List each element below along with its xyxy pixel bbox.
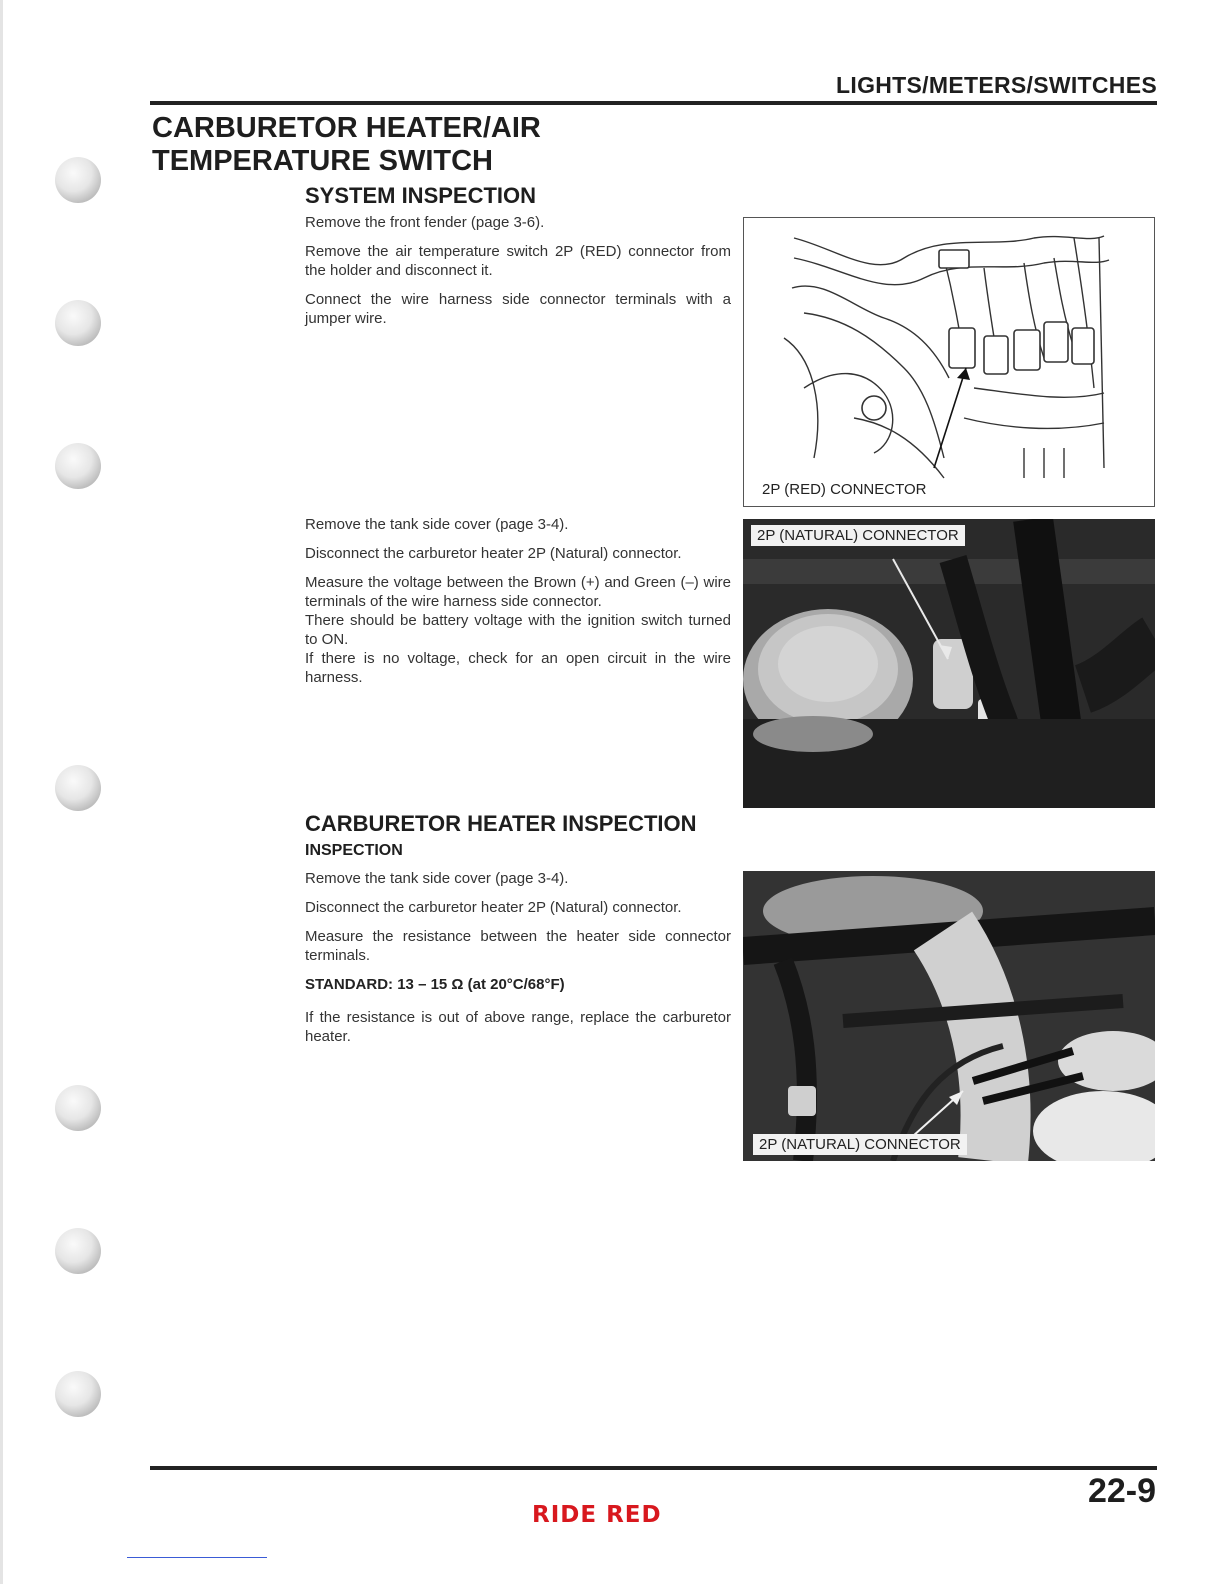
connector-photo-1 (743, 519, 1155, 808)
binder-hole (55, 765, 101, 811)
connector-line-drawing (743, 217, 1155, 507)
system-inspection-heading: SYSTEM INSPECTION (305, 183, 537, 208)
paragraph: Disconnect the carburetor heater 2P (Natural) connector. (305, 899, 682, 916)
standard-value: STANDARD: 13 – 15 Ω (at 20°C/68°F) (305, 976, 565, 993)
page-title-line-1: CARBURETOR HEATER/AIR (152, 112, 541, 144)
paragraph: Disconnect the carburetor heater 2P (Natural) connector. (305, 545, 682, 562)
header-rule (150, 101, 1157, 105)
page-title (152, 112, 541, 178)
paragraph: Remove the tank side cover (page 3-4). (305, 516, 569, 533)
paragraph: Remove the air temperature switch 2P (RED) connector from the holder and disconnect it. (305, 243, 731, 279)
binder-hole (55, 157, 101, 203)
paragraph: There should be battery voltage with the ignition switch turned to ON. (305, 612, 731, 648)
wire-harness-illustration (744, 218, 1155, 507)
photo-2-image (743, 871, 1155, 1161)
page-title-line-2: TEMPERATURE SWITCH (152, 145, 494, 177)
footer-rule (150, 1466, 1157, 1470)
photo-2-caption: 2P (NATURAL) CONNECTOR (753, 1134, 967, 1155)
paragraph: Connect the wire harness side connector terminals with a jumper wire. (305, 291, 731, 327)
page-edge (0, 0, 3, 1584)
photo-1-image (743, 519, 1155, 808)
heater-inspection-subheading: INSPECTION (305, 842, 403, 859)
drawing-caption: 2P (RED) CONNECTOR (762, 481, 927, 498)
heater-inspection-text (305, 869, 731, 1056)
paragraph: Measure the voltage between the Brown (+) and Green (–) wire terminals of the wire harness side connector. (305, 574, 731, 610)
paragraph: Remove the front fender (page 3-6). (305, 214, 545, 231)
binder-hole (55, 1371, 101, 1417)
brand-logo: RIDE RED (532, 1502, 662, 1528)
heater-inspection-heading: CARBURETOR HEATER INSPECTION (305, 811, 697, 836)
paragraph: Remove the tank side cover (page 3-4). (305, 870, 569, 887)
chapter-title: LIGHTS/METERS/SWITCHES (836, 72, 1157, 98)
paragraph: Measure the resistance between the heater side connector terminals. (305, 928, 731, 964)
page-number: 22-9 (1087, 1472, 1156, 1510)
paragraph: If there is no voltage, check for an open circuit in the wire harness. (305, 650, 731, 686)
binder-hole (55, 443, 101, 489)
photo-1-caption: 2P (NATURAL) CONNECTOR (751, 525, 965, 546)
system-inspection-text (305, 213, 731, 338)
binder-hole (55, 1228, 101, 1274)
binder-hole (55, 1085, 101, 1131)
connector-photo-2 (743, 871, 1155, 1161)
system-inspection-text-2 (305, 515, 731, 697)
bottom-underline (127, 1557, 267, 1558)
paragraph: If the resistance is out of above range, replace the carburetor heater. (305, 1009, 731, 1045)
binder-hole (55, 300, 101, 346)
